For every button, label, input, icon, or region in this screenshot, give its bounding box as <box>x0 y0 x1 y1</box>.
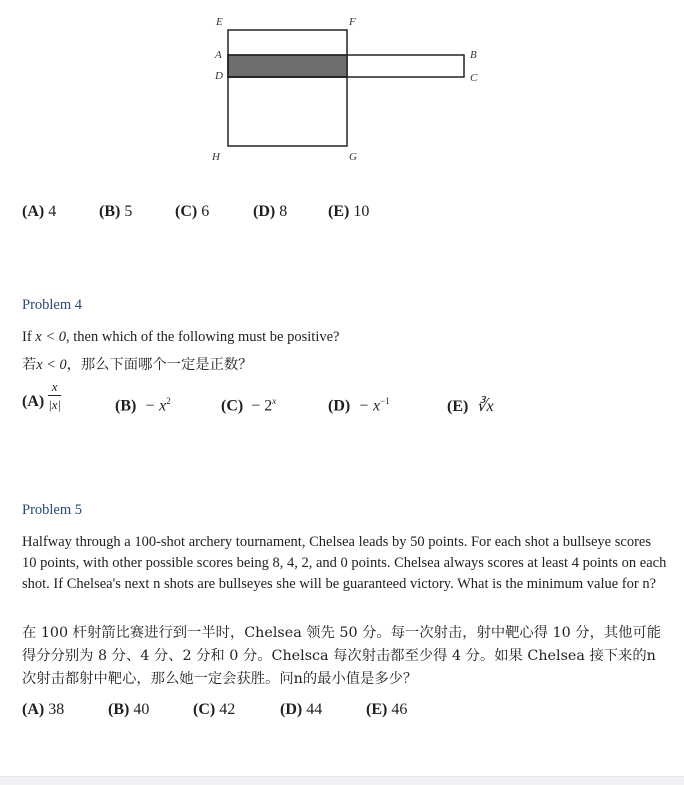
problem5-title: Problem 5 <box>22 502 83 518</box>
choice-e[interactable]: (E) ∛x <box>447 398 494 415</box>
label-c: C <box>470 72 478 84</box>
label-h: H <box>212 151 220 163</box>
page-bottom-band <box>0 776 684 785</box>
choice-e[interactable]: (E) 46 <box>366 701 408 718</box>
label-e: E <box>216 16 223 28</box>
problem4-choices <box>22 378 642 427</box>
label-f: F <box>349 16 356 28</box>
label-d: D <box>215 70 223 82</box>
choice-c[interactable]: (C) 42 <box>193 701 236 718</box>
choice-e[interactable]: (E) 10 <box>328 203 370 220</box>
label-a: A <box>215 49 222 61</box>
square-hg <box>228 77 347 146</box>
choice-d[interactable]: (D) 44 <box>280 701 323 718</box>
label-g: G <box>349 151 357 163</box>
math-condition: x < 0 <box>35 329 67 345</box>
choice-b[interactable]: (B) 40 <box>108 701 150 718</box>
choice-d[interactable]: $(D) - x^{-1}$ <box>328 396 390 415</box>
problem5-question-en: Halfway through a 100-shot archery tournament, Chelsea leads by 50 points. For each shot a bullseye scores 10 points, with other possible scores being 8, 4, 2, and 0 points. Chelsea always scores at least 4 points on each shot. If Chelsea's next n shots are bullseyes she will be guaranteed victory. What is the minimum value for n? <box>22 534 667 592</box>
choice-d[interactable]: (D) 8 <box>253 203 288 220</box>
problem4-title: Problem 4 <box>22 297 83 313</box>
problem4-question-zh: 若x < 0，那么下面哪个一定是正数？ <box>22 357 253 373</box>
choice-a[interactable]: (A) $\frac{x}{|x|}$ <box>22 378 62 412</box>
choice-b[interactable]: $(B) - x^2$ <box>115 396 171 415</box>
fraction: $\frac{x}{|x|}$ <box>48 378 62 412</box>
choice-a[interactable]: (A) 4 <box>22 203 57 220</box>
problem4-question-en: If x < 0, then which of the following must be positive? <box>22 329 340 345</box>
label-b: B <box>470 49 477 61</box>
shaded-region <box>228 55 347 77</box>
geometry-figure <box>0 0 684 180</box>
choice-a[interactable]: (A) 38 <box>22 701 65 718</box>
choice-b[interactable]: (B) 5 <box>99 203 133 220</box>
choice-c[interactable]: (C) 6 <box>175 203 210 220</box>
problem5-question-zh: 在 100 杆射箭比赛进行到一半时，Chelsea 领先 50 分。每一次射击，射中靶心得 10 分，其他可能得分分别为 8 分、4 分、2 分和 0 分。Chelsca 每次射击都至少得 4 分。如果 Chelsea 接下来的n次射击都射中靶心，那么她一定会获胜。问n的最小值是多少？ <box>22 625 662 687</box>
choice-c[interactable]: $(C) - 2^x$ <box>221 396 277 415</box>
